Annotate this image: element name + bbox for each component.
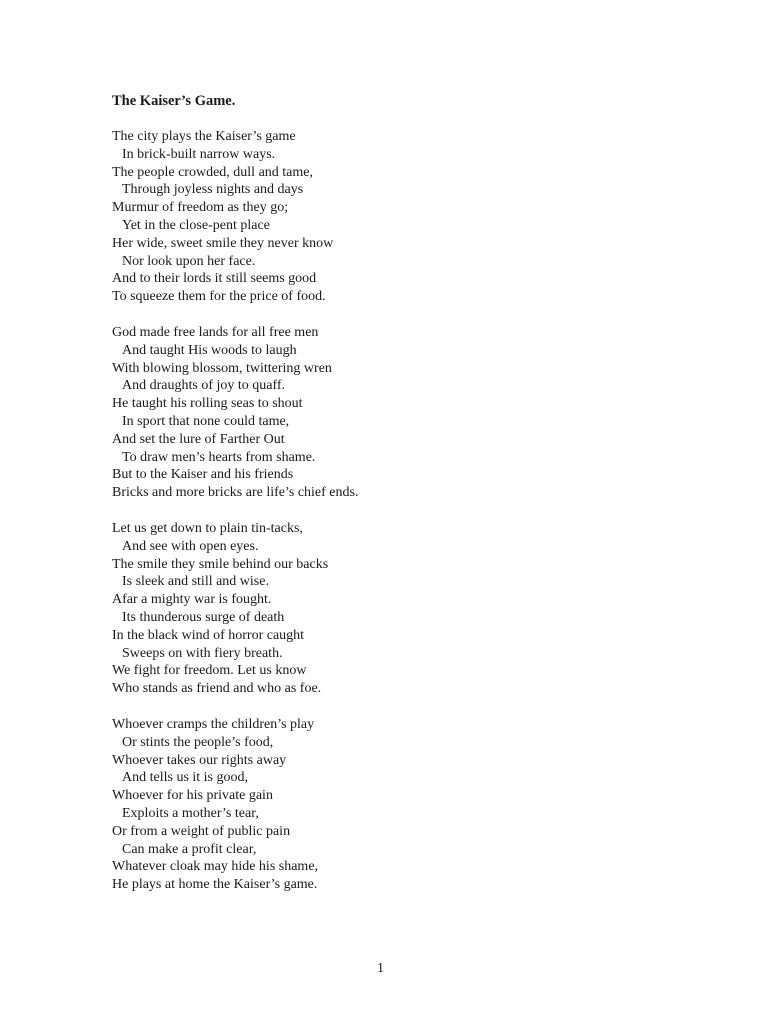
poem-line: We fight for freedom. Let us know xyxy=(112,663,307,679)
poem-line: Through joyless nights and days xyxy=(122,182,304,198)
poem-line: He plays at home the Kaiser’s game. xyxy=(112,877,318,893)
poem-line: Exploits a mother’s tear, xyxy=(122,805,259,821)
page-number: 1 xyxy=(377,961,384,976)
stanza xyxy=(112,128,333,306)
poem-line: Let us get down to plain tin-tacks, xyxy=(112,521,303,536)
poem-line: And to their lords it still seems good xyxy=(112,271,317,287)
stanza xyxy=(112,324,358,502)
poem-line: The city plays the Kaiser’s game xyxy=(112,129,296,144)
poem-line: Its thunderous surge of death xyxy=(122,609,285,625)
poem-line: And set the lure of Farther Out xyxy=(112,431,285,447)
poem-line: Whatever cloak may hide his shame, xyxy=(112,859,319,875)
poem-line: He taught his rolling seas to shout xyxy=(112,396,303,412)
poem-line: Afar a mighty war is fought. xyxy=(112,592,272,608)
stanza xyxy=(112,716,318,894)
poem-line: Or from a weight of public pain xyxy=(112,823,291,839)
poem-line: Whoever for his private gain xyxy=(112,788,273,804)
poem-line: Bricks and more bricks are life’s chief ends. xyxy=(112,485,359,501)
poem-line: Whoever takes our rights away xyxy=(112,752,287,768)
poem-line: Nor look upon her face. xyxy=(122,253,256,269)
poem-line: To squeeze them for the price of food. xyxy=(112,289,326,305)
poem-line: And taught His woods to laugh xyxy=(122,342,297,358)
poem-line: In sport that none could tame, xyxy=(122,413,290,429)
poem-line: Or stints the people’s food, xyxy=(122,734,274,750)
poem-line: Her wide, sweet smile they never know xyxy=(112,235,334,251)
poem-line: Can make a profit clear, xyxy=(122,841,257,857)
poem-line: With blowing blossom, twittering wren xyxy=(112,360,332,376)
poem-line: Yet in the close-pent place xyxy=(122,217,270,233)
poem-line: And tells us it is good, xyxy=(122,770,249,786)
poem-line: To draw men’s hearts from shame. xyxy=(122,449,316,465)
poem-title: The Kaiser’s Game. xyxy=(112,93,236,109)
poem-line: In the black wind of horror caught xyxy=(112,627,305,643)
poem-line: And see with open eyes. xyxy=(122,538,259,554)
poem-line: Is sleek and still and wise. xyxy=(122,574,269,590)
poem-line: And draughts of joy to quaff. xyxy=(122,378,286,394)
poem-line: Sweeps on with fiery breath. xyxy=(122,645,283,661)
poem-line: The people crowded, dull and tame, xyxy=(112,164,313,180)
poem-line: Murmur of freedom as they go; xyxy=(112,200,289,216)
poem-line: Who stands as friend and who as foe. xyxy=(112,681,322,697)
poem-line: But to the Kaiser and his friends xyxy=(112,467,294,483)
stanza xyxy=(112,520,328,698)
poem-line: The smile they smile behind our backs xyxy=(112,556,329,572)
poem-line: In brick-built narrow ways. xyxy=(122,146,276,162)
poem-line: Whoever cramps the children’s play xyxy=(112,717,315,732)
poem-line: God made free lands for all free men xyxy=(112,325,319,340)
